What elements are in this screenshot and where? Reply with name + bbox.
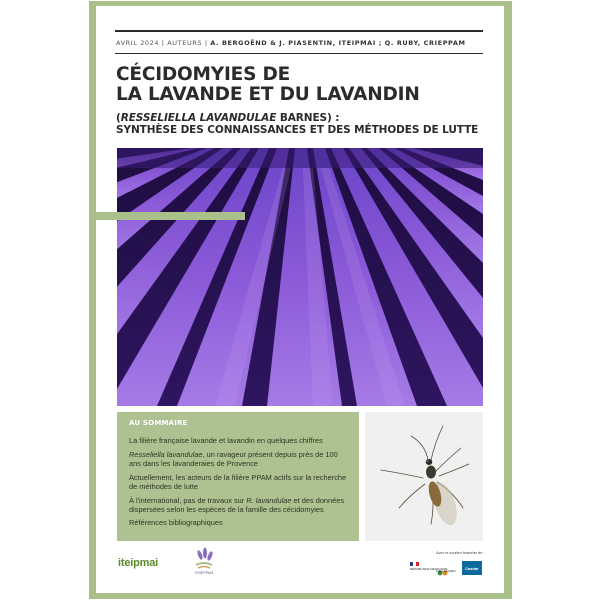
summary-item: À l'international, pas de travaux sur R. lavandulae et des données dispersées selon les espèces de la famille des cécidomyies [129, 495, 345, 514]
species-name: RESSELIELLA LAVANDULAE [120, 112, 277, 124]
casdar-logo: Casdar [462, 561, 482, 575]
franceagrimer-logo: FranceAgriMer [436, 561, 454, 575]
document-title: CÉCIDOMYIES DE LA LAVANDE ET DU LAVANDIN [116, 64, 420, 105]
document-subtitle: (RESSELIELLA LAVANDULAE BARNES) : SYNTHÈSE DES CONNAISSANCES ET DES MÉTHODES DE LUTTE [116, 112, 479, 136]
summary-item: Resseliella lavandulae, un ravageur présent depuis près de 100 ans dans les lavanderaies de Provence [129, 449, 338, 468]
gall-midge-illustration [365, 412, 483, 541]
summary-item: Références bibliographiques [129, 518, 223, 528]
lavender-field-illustration [117, 148, 483, 406]
crieppam-logo-text: CRIEPPAM [194, 571, 214, 575]
summary-heading: AU SOMMAIRE [129, 419, 188, 427]
top-rule [115, 30, 483, 32]
iteipmai-logo: iteipmai [118, 557, 158, 569]
summary-item: La filière française lavande et lavandin en quelques chiffres [129, 436, 323, 445]
meta-line: AVRIL 2024 | AUTEURS | A. BERGOËND & J. PIASENTIN, ITEIPMAI ; Q. RUBY, CRIEPPAM [116, 39, 466, 47]
partners-label: Avec le soutien financier de : [436, 551, 485, 555]
accent-bar [96, 212, 245, 220]
republique-francaise-logo: RÉPUBLIQUE FRANÇAISE [410, 561, 428, 575]
meta-rule [115, 53, 483, 54]
summary-box [117, 412, 359, 541]
authors-label: AUTEURS [167, 39, 203, 47]
publication-date: AVRIL 2024 [116, 39, 160, 47]
summary-item: Actuellement, les acteurs de la filière PPAM actifs sur la recherche de méthodes de lutte [129, 472, 347, 491]
authors: A. BERGOËND & J. PIASENTIN, ITEIPMAI ; Q. RUBY, CRIEPPAM [210, 39, 466, 47]
lavender-field-photo [117, 148, 483, 406]
gall-midge-photo [365, 412, 483, 541]
